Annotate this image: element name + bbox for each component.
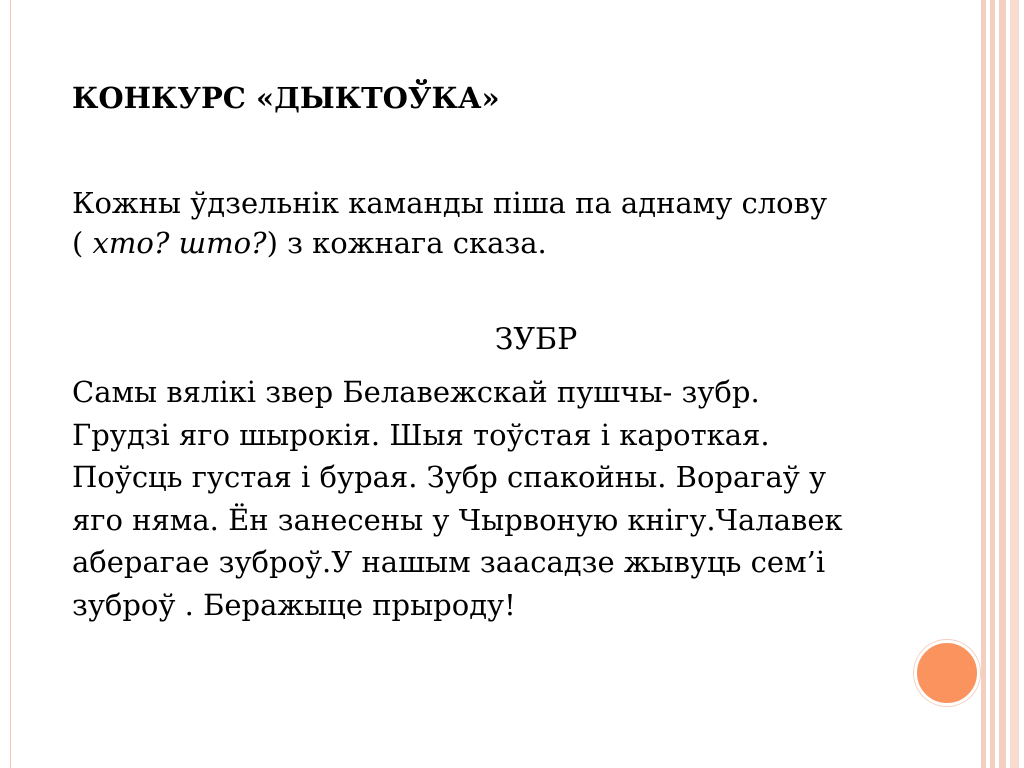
instructions-rest: ) з кожнага сказа. — [266, 226, 547, 260]
stripe — [981, 0, 986, 768]
text-line: яго няма. Ён занесены у Чырвоную кнігу.Чалавек — [72, 502, 843, 537]
text-line: Грудзі яго шырокія. Шыя тоўстая і кароткая. — [72, 417, 770, 452]
instructions — [72, 183, 912, 263]
decorative-circle — [914, 640, 980, 706]
left-border-line — [10, 0, 11, 768]
slide-title: КОНКУРС «ДЫКТОЎКА» — [72, 81, 500, 115]
text-line: Поўсць густая і бурая. Зубр спакойны. Ворагаў у — [72, 460, 827, 494]
text-line: зуброў . Беражыце прыроду! — [72, 587, 516, 622]
instructions-paren-open: ( — [72, 226, 93, 260]
text-line: аберагае зуброў.У нашым заасадзе жывуць сем’і — [72, 545, 826, 579]
instructions-questions: хто? што? — [92, 226, 267, 260]
instructions-line-2 — [72, 223, 912, 263]
text-line: Самы вялікі звер Белавежскай пушчы- зубр. — [72, 375, 760, 409]
dictation-text — [72, 371, 912, 626]
text-heading: ЗУБР — [494, 322, 578, 357]
decorative-stripes — [976, 0, 1024, 768]
stripe — [1010, 0, 1019, 768]
stripe — [999, 0, 1006, 768]
stripe — [990, 0, 995, 768]
instructions-line-1: Кожны ўдзельнік каманды піша па аднаму слову — [72, 186, 828, 220]
